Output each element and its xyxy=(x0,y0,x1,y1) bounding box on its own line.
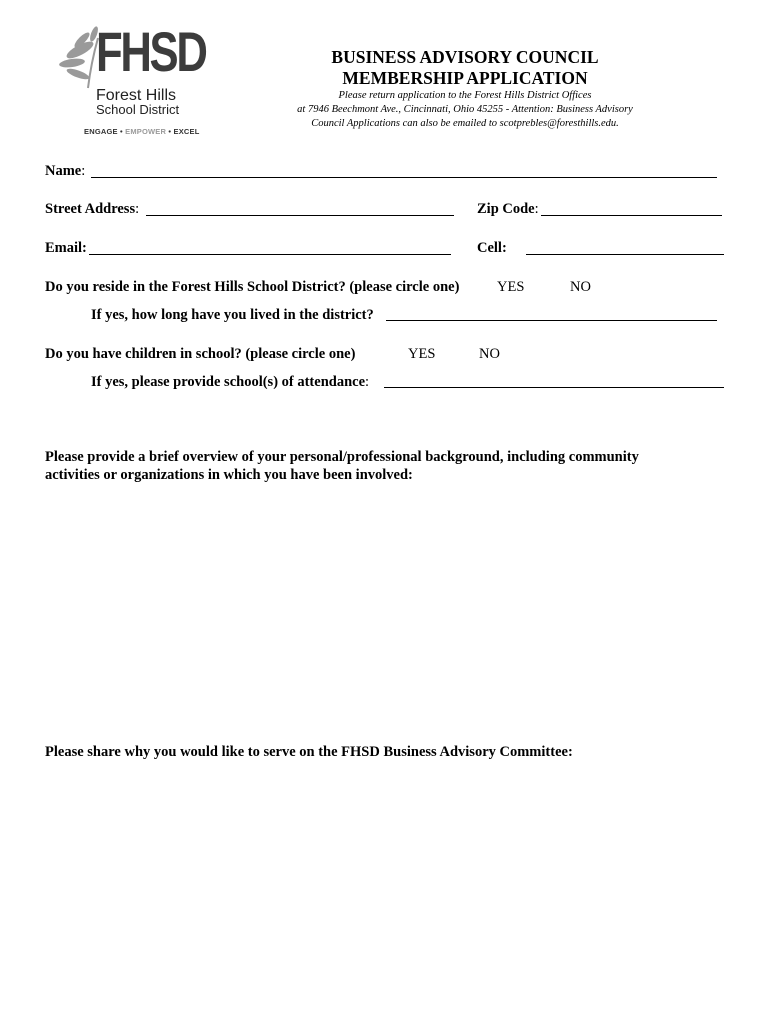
children-question: Do you have children in school? (please circle one) xyxy=(45,346,356,362)
logo-org-name-line1: Forest Hills xyxy=(96,87,177,104)
street-address-label: Street Address: xyxy=(45,201,140,217)
children-yes-option[interactable]: YES xyxy=(408,346,436,362)
email-field[interactable] xyxy=(89,254,451,255)
zip-code-field[interactable] xyxy=(541,215,722,216)
form-title-line2: MEMBERSHIP APPLICATION xyxy=(342,68,588,88)
name-field[interactable] xyxy=(91,177,717,178)
zip-code-label: Zip Code: xyxy=(477,201,539,217)
background-prompt: Please provide a brief overview of your personal/professional background, including community activities or organizations in which you have been involved: xyxy=(45,449,639,483)
logo-org-name-line2: School District xyxy=(96,102,180,117)
cell-field[interactable] xyxy=(526,254,724,255)
email-label: Email: xyxy=(45,240,87,256)
reside-duration-label: If yes, how long have you lived in the district? xyxy=(91,307,374,323)
logo-fhsd-mark: FHSD xyxy=(96,20,206,83)
tagline-excel: EXCEL xyxy=(173,127,200,136)
school-attendance-label: If yes, please provide school(s) of attendance: xyxy=(91,374,370,390)
reside-yes-option[interactable]: YES xyxy=(497,279,525,295)
form-title-line1: BUSINESS ADVISORY COUNCIL xyxy=(331,47,599,67)
children-no-option[interactable]: NO xyxy=(479,346,500,362)
reside-no-option[interactable]: NO xyxy=(570,279,591,295)
background-response-area[interactable] xyxy=(45,492,725,732)
cell-label: Cell: xyxy=(477,240,511,256)
school-attendance-field[interactable] xyxy=(384,387,724,388)
return-instructions: Please return application to the Forest Hills District Offices at 7946 Beechmont Ave., Cincinnati, Ohio 45255 - Attention: Business Advisory Council Applications can also be emailed to scotprebles@foresthills.edu. xyxy=(297,90,633,129)
logo-tagline: ENGAGE • EMPOWER • EXCEL xyxy=(84,127,200,136)
tagline-empower: EMPOWER xyxy=(125,127,167,136)
why-serve-response-area[interactable] xyxy=(45,766,725,1006)
street-address-field[interactable] xyxy=(146,215,454,216)
reside-question: Do you reside in the Forest Hills School District? (please circle one) xyxy=(45,279,460,295)
tagline-engage: ENGAGE xyxy=(84,127,118,136)
reside-duration-field[interactable] xyxy=(386,320,717,321)
why-serve-prompt: Please share why you would like to serve on the FHSD Business Advisory Committee: xyxy=(45,744,573,760)
name-label: Name: xyxy=(45,163,86,179)
